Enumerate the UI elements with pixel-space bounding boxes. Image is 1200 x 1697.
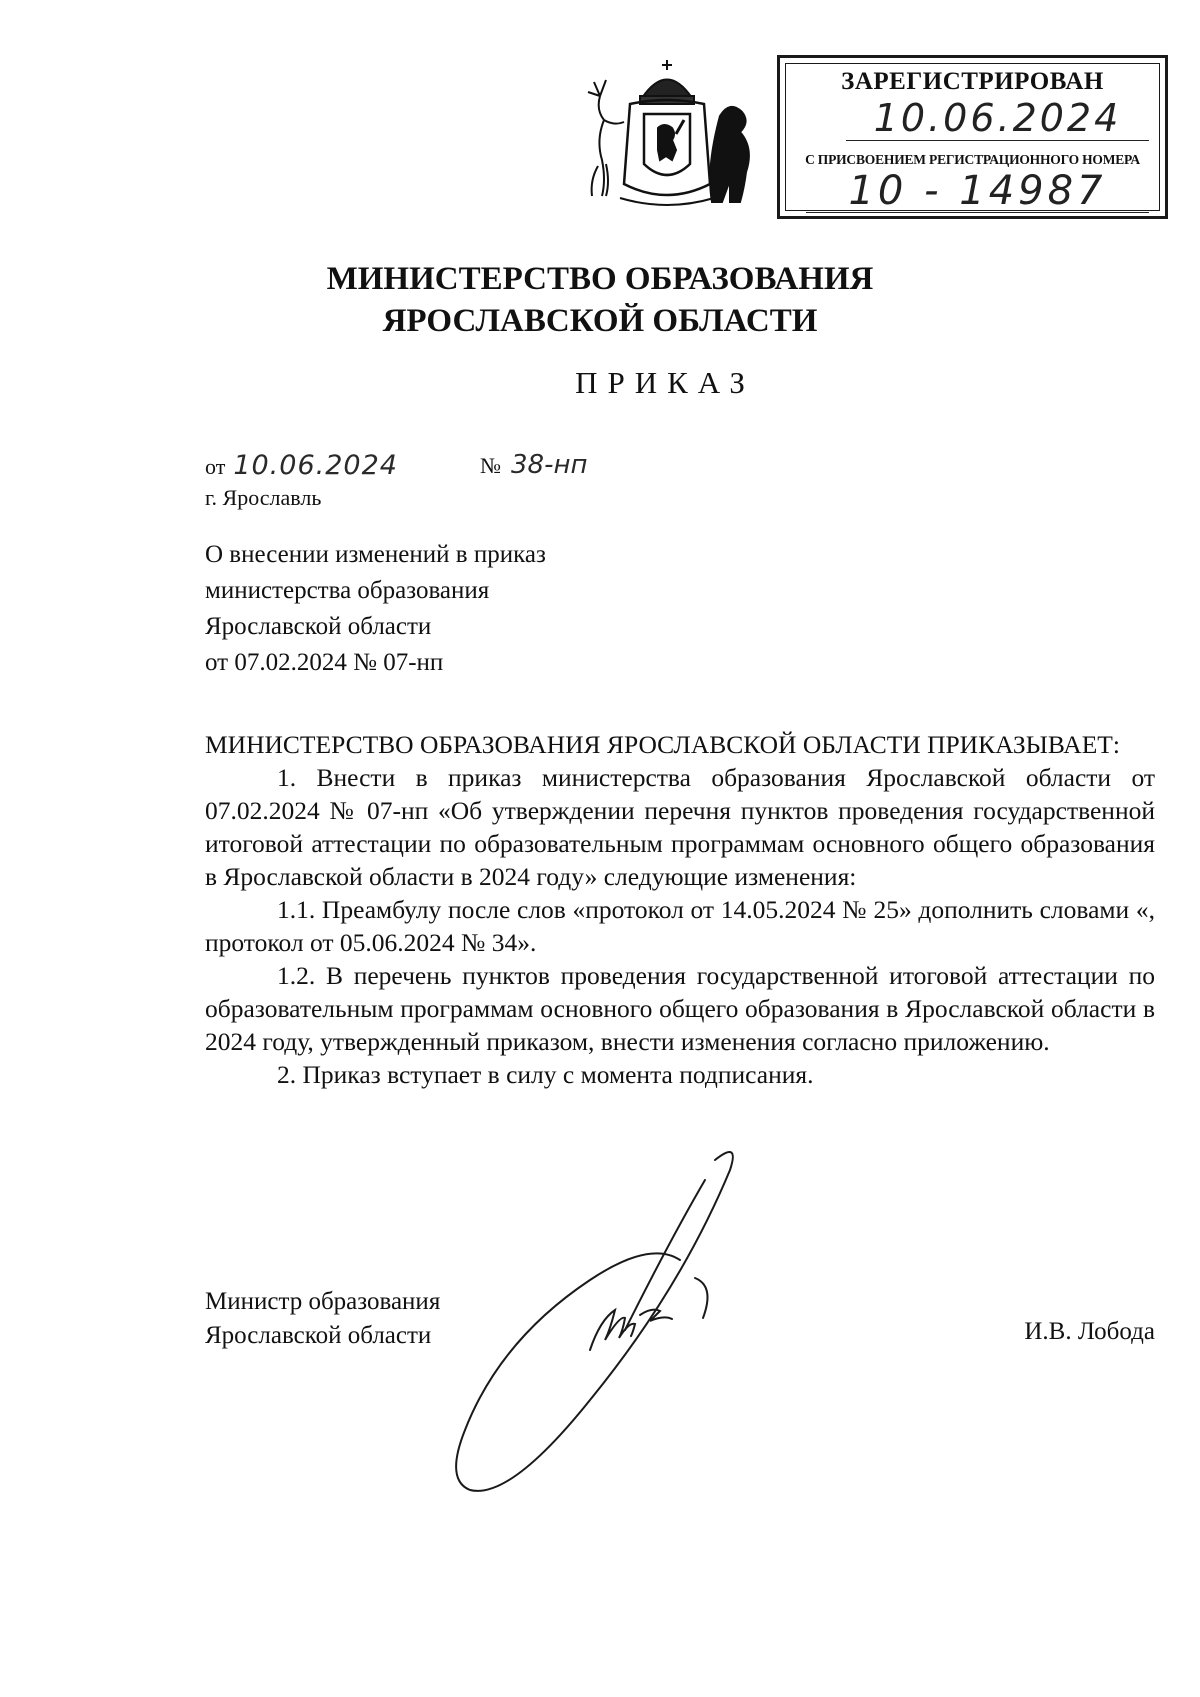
paragraph-1-2: 1.2. В перечень пунктов проведения государственной итоговой аттестации по образовательным программам основного общего образования в Ярославской области в 2024 году, утвержденный приказом, внести изменения согласно приложению. — [205, 961, 1155, 1056]
order-number — [480, 450, 587, 480]
stamp-heading: ЗАРЕГИСТРИРОВАН — [841, 68, 1104, 95]
subject-line: О внесении изменений в приказ — [205, 541, 546, 568]
document-type-title: ПРИКАЗ — [575, 365, 755, 400]
stamp-date: 10.06.2024 — [846, 96, 1149, 141]
coat-of-arms-emblem — [580, 56, 755, 216]
order-body — [205, 728, 1155, 1091]
signatory-position — [205, 1285, 440, 1353]
order-number-value: 38-нп — [511, 450, 588, 480]
preamble: МИНИСТЕРСТВО ОБРАЗОВАНИЯ ЯРОСЛАВСКОЙ ОБЛАСТИ ПРИКАЗЫВАЕТ: — [205, 730, 1120, 759]
order-number-prefix: № — [480, 453, 501, 478]
ministry-title-line1: МИНИСТЕРСТВО ОБРАЗОВАНИЯ — [326, 261, 874, 297]
city: г. Ярославль — [205, 485, 322, 510]
registration-stamp — [777, 55, 1168, 219]
signatory-position-line2: Ярославской области — [205, 1322, 432, 1349]
signatory-name: И.В. Лобода — [1024, 1318, 1155, 1345]
ministry-title — [0, 258, 1200, 342]
order-date-prefix: от — [205, 454, 226, 479]
paragraph-1-1: 1.1. Преамбулу после слов «протокол от 14.05.2024 № 25» дополнить словами «, протокол от 05.06.2024 № 34». — [205, 895, 1155, 957]
paragraph-1: 1. Внести в приказ министерства образования Ярославской области от 07.02.2024 № 07-нп «Об утверждении перечня пунктов проведения государственной итоговой аттестации по образовательным программам основного общего образования в Ярославской области в 2024 году» следующие изменения: — [205, 763, 1155, 891]
stamp-subheading: С ПРИСВОЕНИЕМ РЕГИСТРАЦИОННОГО НОМЕРА — [805, 152, 1140, 167]
ministry-title-line2: ЯРОСЛАВСКОЙ ОБЛАСТИ — [382, 303, 818, 339]
order-date — [205, 450, 398, 481]
stamp-registration-number: 10 - 14987 — [806, 170, 1149, 213]
stamp-inner-frame — [785, 63, 1160, 214]
order-subject — [205, 537, 546, 681]
subject-line: министерства образования — [205, 577, 490, 604]
subject-line: Ярославской области — [205, 613, 432, 640]
paragraph-2: 2. Приказ вступает в силу с момента подписания. — [277, 1060, 814, 1089]
order-date-value: 10.06.2024 — [233, 450, 398, 481]
signatory-position-line1: Министр образования — [205, 1288, 441, 1315]
subject-line: от 07.02.2024 № 07-нп — [205, 649, 444, 676]
handwritten-signature — [440, 1140, 770, 1520]
